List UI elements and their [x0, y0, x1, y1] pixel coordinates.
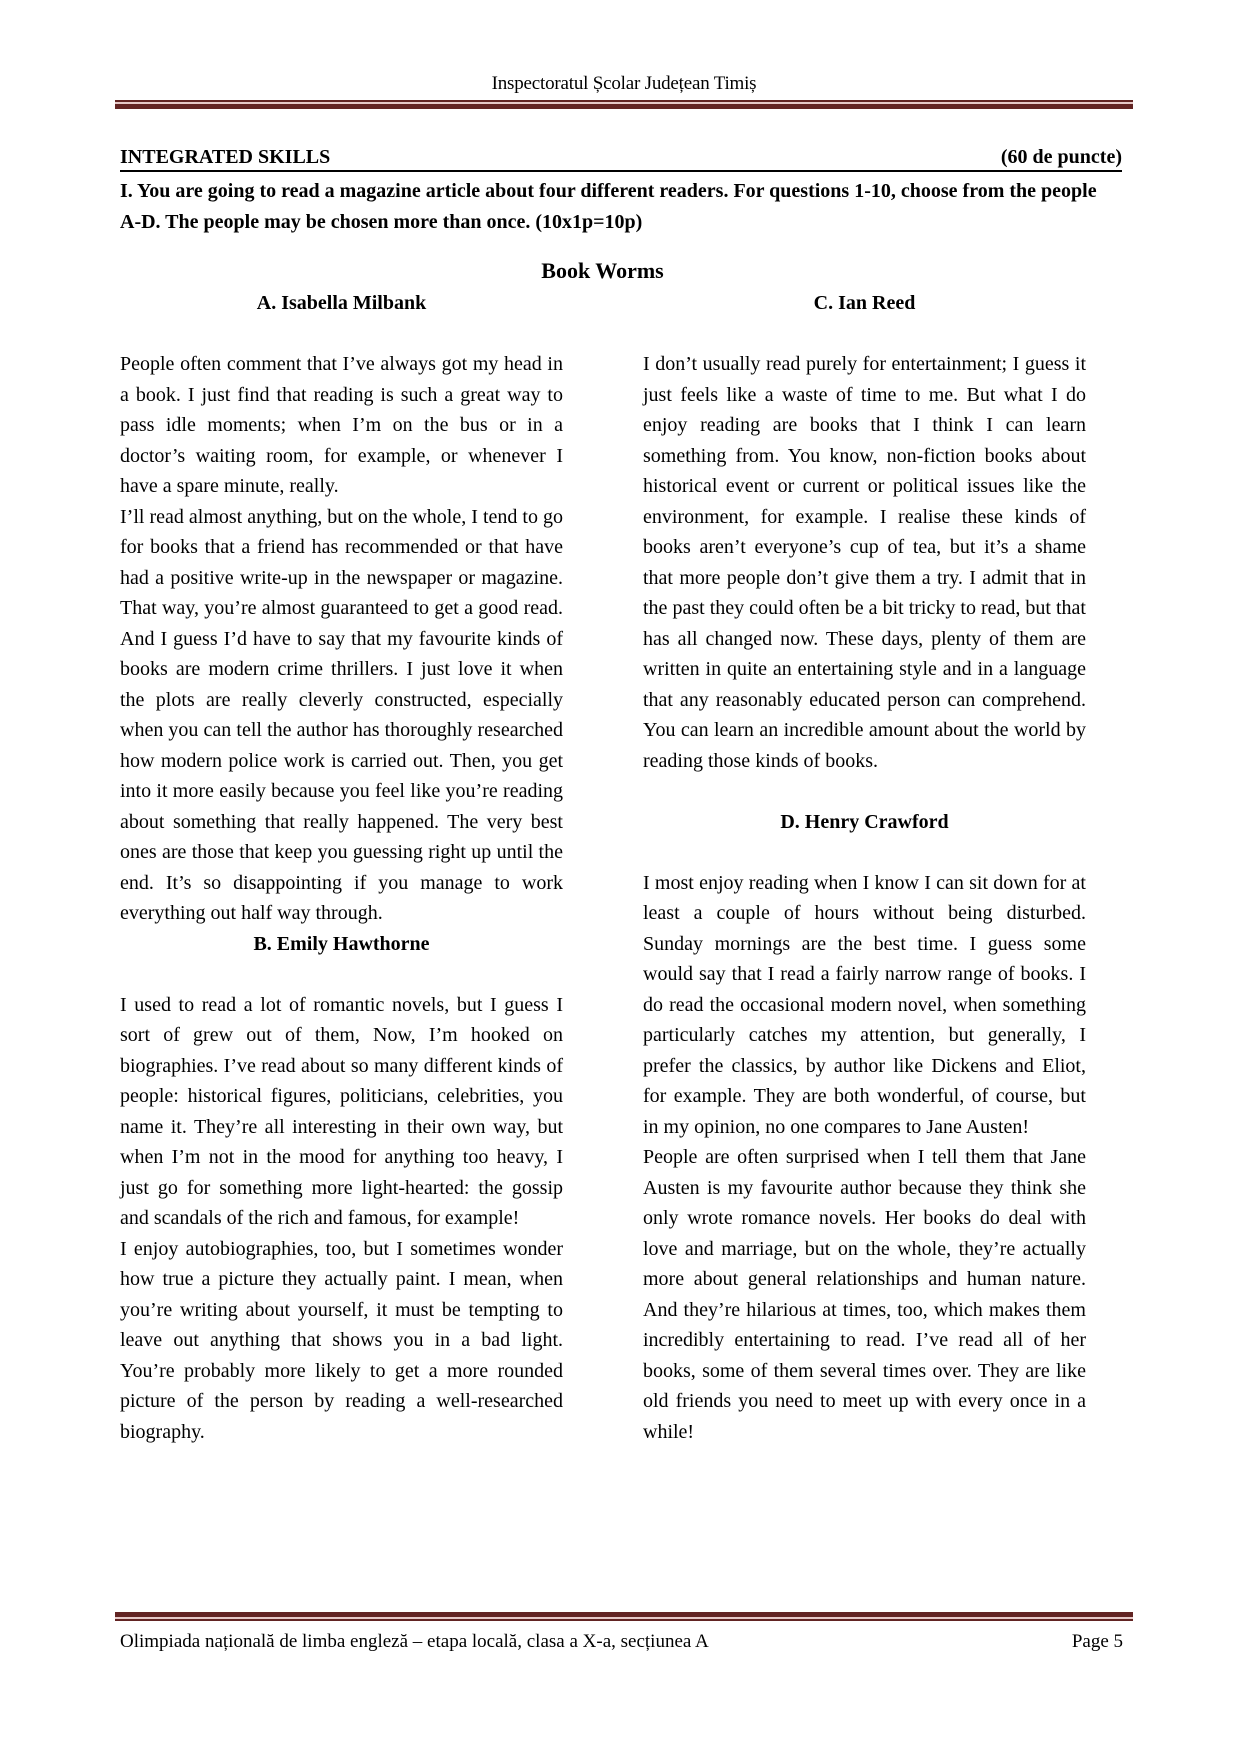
person-d-paragraph-2: People are often surprised when I tell them that Jane Austen is my favourite author because they think she only wrote romance novels. Her books do deal with love and marriage, but on the whole, they’re actually more about general relationships and human nature. And they’re hilarious at times, too, which makes them incredibly entertaining to read. I’ve read all of her books, some of them several times over. They are like old friends you need to meet up with every once in a while!	[643, 1146, 1086, 1443]
person-b-paragraph-2: I enjoy autobiographies, too, but I sometimes wonder how true a picture they actually paint. I mean, when you’re writing about yourself, it must be tempting to leave out anything that shows you in a bad light. You’re probably more likely to get a more rounded picture of the person by reading a well-researched biography.	[120, 1237, 563, 1443]
footer-competition-label: Olimpiada națională de limba engleză – etapa locală, clasa a X-a, secțiunea A	[120, 1631, 709, 1652]
person-heading-b: B. Emily Hawthorne	[253, 932, 430, 955]
section-title: INTEGRATED SKILLS	[120, 146, 331, 168]
person-d-paragraph-1: I most enjoy reading when I know I can sit down for at least a couple of hours without being disturbed. Sunday mornings are the best time. I guess some would say that I read a fairly narrow range of books. I do read the occasional modern novel, when something particularly catches my attention, but generally, I prefer the classics, by author like Dickens and Eliot, for example. They are both wonderful, of course, but in my opinion, no one compares to Jane Austen!	[643, 871, 1086, 1138]
person-b-paragraph-1: I used to read a lot of romantic novels, but I guess I sort of grew out of them, Now, I’m hooked on biographies. I’ve read about so many different kinds of people: historical figures, politicians, celebrities, you name it. They’re all interesting in their own way, but when I’m not in the mood for anything too heavy, I just go for something more light-hearted: the gossip and scandals of the rich and famous, for example!	[120, 993, 563, 1229]
person-c-paragraph-1: I don’t usually read purely for entertainment; I guess it just feels like a waste of time to me. But what I do enjoy reading are books that I think I can learn something from. You know, non-fiction books about historical event or current or political issues like the environment, for example. I realise these kinds of books aren’t everyone’s cup of tea, but it’s a shame that more people don’t give them a try. I admit that in the past they could often be a bit tricky to read, but that has all changed now. These days, plenty of them are written in quite an entertaining style and in a language that any reasonably educated person can comprehend. You can learn an incredible amount about the world by reading those kinds of books.	[643, 353, 1086, 772]
person-a-paragraph-2: I’ll read almost anything, but on the whole, I tend to go for books that a friend has recommended or that have had a positive write-up in the newspaper or magazine. That way, you’re almost guaranteed to get a good read. And I guess I’d have to say that my favourite kinds of books are modern crime thrillers. I just love it when the plots are really cleverly constructed, especially when you can tell the author has thoroughly researched how modern police work is carried out. Then, you get into it more easily because you feel like you’re reading about something that really happened. The very best ones are those that keep you guessing right up until the end. It’s so disappointing if you manage to work everything out half way through.	[120, 505, 563, 924]
person-heading-c: C. Ian Reed	[813, 292, 916, 314]
page-header: Inspectoratul Școlar Județean Timiș	[491, 73, 757, 94]
person-heading-a: A. Isabella Milbank	[256, 292, 427, 314]
section-heading	[120, 146, 1122, 172]
person-heading-d: D. Henry Crawford	[780, 810, 949, 833]
page-number: Page 5	[1071, 1631, 1123, 1652]
left-column	[120, 288, 563, 1447]
person-a-paragraph-1: People often comment that I’ve always got my head in a book. I just find that reading is such a great way to pass idle moments; when I’m on the bus or in a doctor’s waiting room, for example, or whenever I have a spare minute, really.	[120, 353, 563, 497]
task-instructions: I. You are going to read a magazine article about four different readers. For questions 1-10, choose from the people A-D. The people may be chosen more than once. (10x1p=10p)	[120, 180, 1097, 233]
article-title: Book Worms	[541, 258, 664, 283]
footer-divider	[115, 1612, 1133, 1621]
right-column	[643, 288, 1086, 1447]
section-points: (60 de puncte)	[1000, 146, 1122, 168]
header-divider	[115, 100, 1133, 109]
